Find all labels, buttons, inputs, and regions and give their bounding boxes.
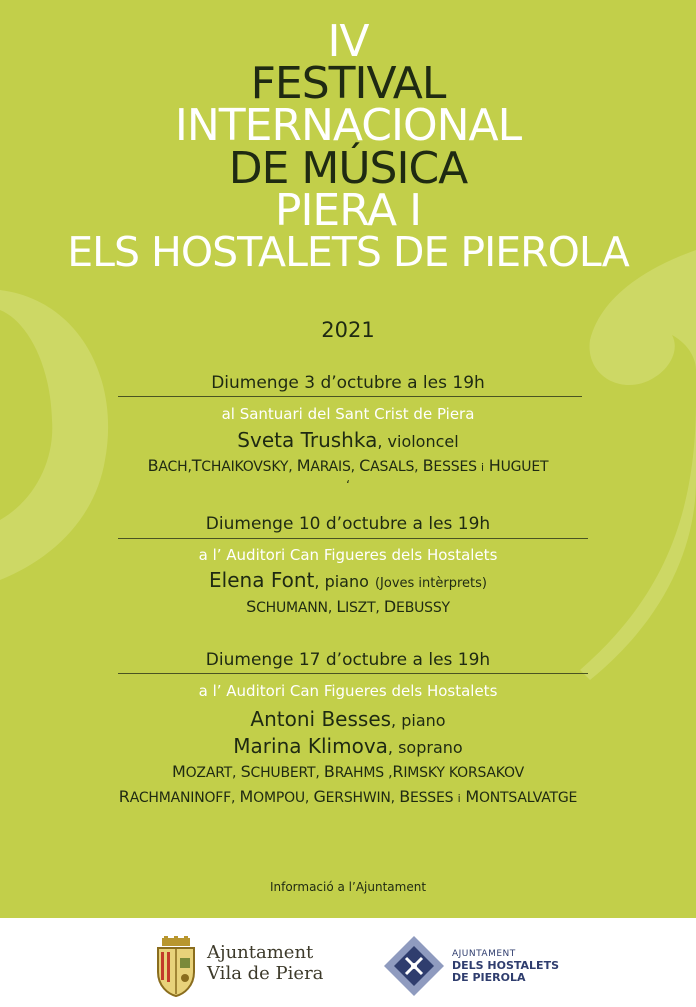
concert-2-performer (0, 568, 696, 592)
concert-2-date: Diumenge 10 d’octubre a les 19h (205, 514, 491, 534)
info-text: Informació a l’Ajuntament (269, 880, 427, 894)
performer-note: (Joves intèrprets) (374, 576, 487, 591)
concert-3-performer-2 (0, 734, 696, 758)
divider (118, 673, 588, 674)
performer-instrument: , piano (391, 711, 446, 730)
concert-3-composers-line-2: RACHMANINOFF, MOMPOU, GERSHWIN, BESSES i MONTSALVATGE (118, 787, 578, 806)
stray-mark: ‘ (346, 478, 350, 492)
performer-name: Antoni Besses (250, 707, 392, 731)
divider (118, 396, 582, 397)
piera-logo-text: Ajuntament Vila de Piera (207, 942, 324, 984)
concert-2-composers: SCHUMANN, LISZT, DEBUSSY (246, 597, 450, 616)
title-numeral: IV (327, 16, 369, 67)
concert-1-composers: BACH,TCHAIKOVSKY, MARAIS, CASALS, BESSES i HUGUET (147, 456, 549, 475)
performer-name: Sveta Trushka (237, 428, 378, 452)
hostalets-emblem-icon (382, 934, 446, 998)
title-piera: PIERA I (274, 185, 422, 236)
title-festival: FESTIVAL (250, 58, 446, 109)
concert-2-venue: a l’ Auditori Can Figueres dels Hostalets (198, 546, 498, 564)
title-de-musica: DE MÚSICA (228, 143, 468, 194)
piera-coat-of-arms-icon (152, 936, 200, 998)
hostalets-logo-text: AJUNTAMENT DELS HOSTALETS DE PIEROLA (452, 949, 559, 984)
festival-year: 2021 (321, 318, 375, 342)
performer-instrument: , piano (314, 572, 369, 591)
title-hostalets: ELS HOSTALETS DE PIEROLA (67, 228, 629, 276)
concert-1-performer (0, 428, 696, 452)
concert-1-venue: al Santuari del Sant Crist de Piera (221, 405, 475, 423)
footer-logos (0, 918, 696, 1007)
performer-name: Elena Font (209, 568, 315, 592)
title-internacional: INTERNACIONAL (174, 100, 522, 151)
concert-1-date: Diumenge 3 d’octubre a les 19h (211, 373, 485, 393)
performer-instrument: , soprano (387, 738, 463, 757)
concert-3-performer-1 (0, 707, 696, 731)
concert-3-date: Diumenge 17 d’octubre a les 19h (205, 650, 491, 670)
concert-3-venue: a l’ Auditori Can Figueres dels Hostalets (198, 682, 498, 700)
concert-3-composers-line-1: MOZART, SCHUBERT, BRAHMS ,RIMSKY KORSAKOV (172, 762, 524, 781)
performer-instrument: , violoncel (377, 432, 459, 451)
performer-name: Marina Klimova (233, 734, 388, 758)
divider (118, 538, 588, 539)
